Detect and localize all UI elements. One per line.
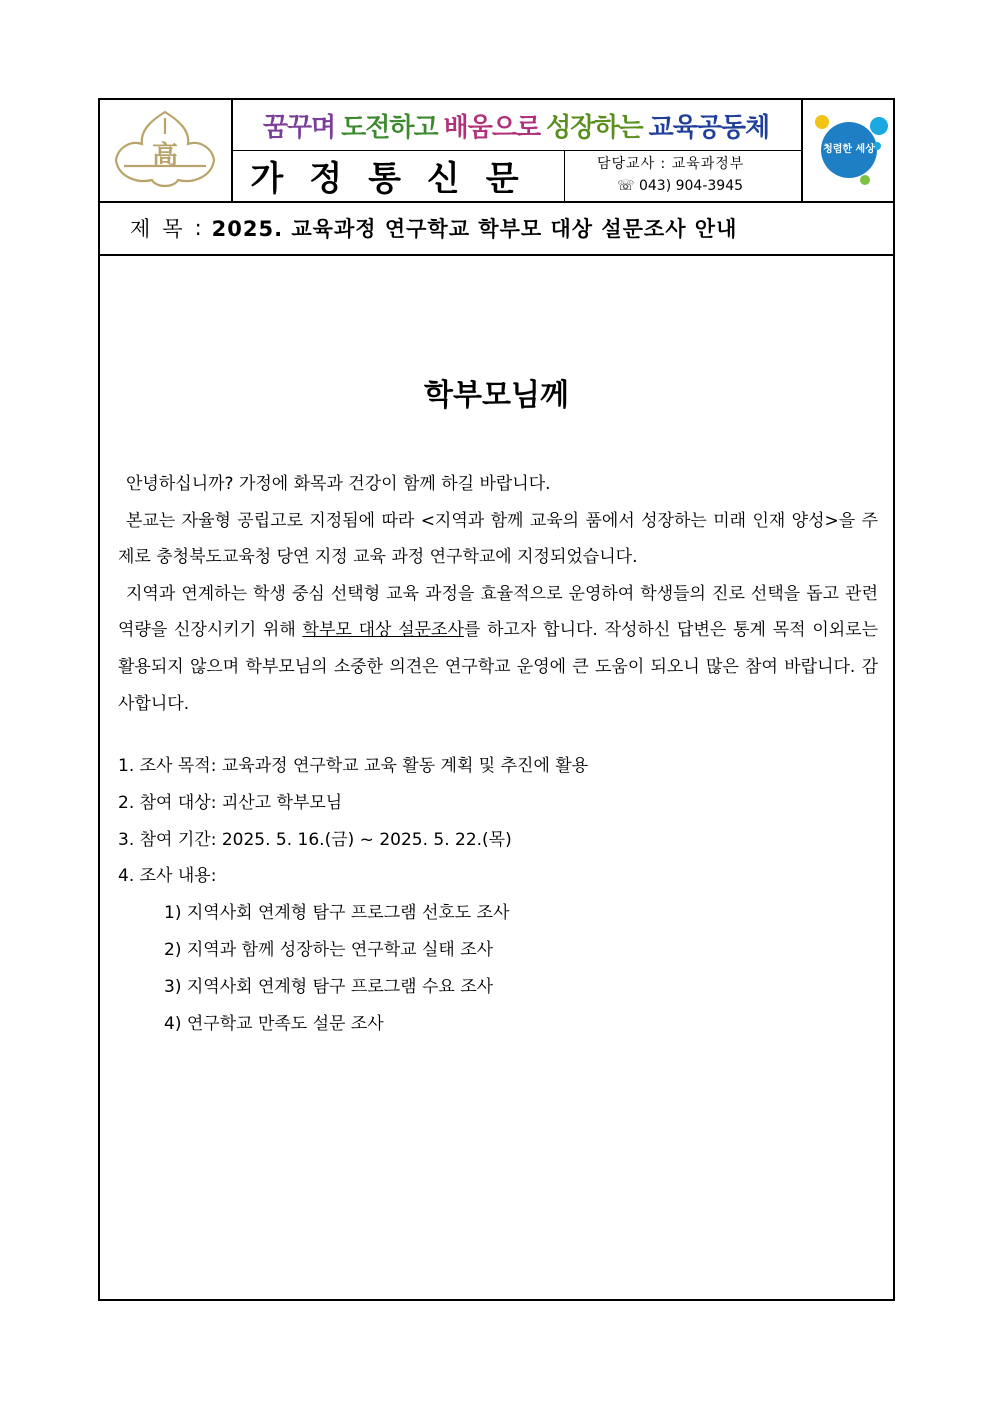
contact-info [565,150,801,201]
letter-body [118,466,878,722]
integrity-badge-cell [801,100,895,201]
detail-period: 3. 참여 기간: 2025. 5. 16.(금) ~ 2025. 5. 22.(목) [118,829,512,850]
slogan-word-5: 교육공동체 [648,112,770,143]
integrity-badge-icon [803,100,895,201]
survey-highlight: 학부모 대상 설문조사 [302,620,464,641]
paragraph-3 [118,576,878,722]
content-item: 4) 연구학교 만족도 설문 조사 [164,1013,384,1034]
contact-person: 담당교사 : 교육과정부 [597,156,745,172]
detail-purpose: 1. 조사 목적: 교육과정 연구학교 교육 활동 계획 및 추진에 활용 [118,756,589,776]
slogan-word-4: 성장하는 [546,112,643,143]
phone-number: 043) 904-3945 [638,178,744,194]
school-emblem-label: 高 [151,141,179,171]
school-emblem-cell [100,100,233,201]
subject-row [100,201,893,256]
newsletter-frame [98,98,895,1301]
header-table [100,100,893,203]
content-item: 1) 지역사회 연계형 탐구 프로그램 선호도 조사 [164,903,510,924]
newsletter-title: 가정통신문 [231,150,565,201]
detail-participants: 2. 참여 대상: 괴산고 학부모님 [118,792,343,813]
paragraph-3-b: 를 하고자 합니다. 작성하신 답변은 통계 목적 이외로는 활용되지 않으며 학부모님의 소중한 의견은 연구학교 운영에 큰 도움이 되오니 많은 참여 바랍니다. 감사합니다. [118,620,879,714]
content-item: 3) 지역사회 연계형 탐구 프로그램 수요 조사 [164,976,494,997]
slogan-word-3: 배움으로 [443,112,541,143]
survey-details [118,748,588,1042]
slogan [231,100,801,151]
phone-icon: ☏ [617,178,635,194]
badge-text: 청렴한 세상 [823,144,875,155]
subject-label: 제목 [130,216,195,241]
slogan-word-2: 도전하고 [341,112,438,143]
subject-colon: : [194,215,202,240]
detail-contents: 4. 조사 내용: [118,866,217,887]
paragraph-1: 안녕하십니까? 가정에 화목과 건강이 함께 하길 바랍니다. [126,474,551,494]
paragraph-2: 본교는 자율형 공립고로 지정됨에 따라 <지역과 함께 교육의 품에서 성장하는 미래 인재 양성>을 주제로 충청북도교육청 당연 지정 교육 과정 연구학교에 지정되었습니다. [118,510,878,568]
paragraph-3-a: 지역과 연계하는 학생 중심 선택형 교육 과정을 효율적으로 운영하여 학생들의 진로 선택을 돕고 관련 역량을 신장시키기 위해 [118,583,878,641]
school-emblem-icon [100,100,231,201]
salutation: 학부모님께 [424,378,569,413]
slogan-word-1: 꿈꾸며 [262,112,336,143]
subject-value: 2025. 교육과정 연구학교 학부모 대상 설문조사 안내 [211,216,738,241]
content-item: 2) 지역과 함께 성장하는 연구학교 실태 조사 [164,939,494,960]
phone-line [617,178,743,194]
